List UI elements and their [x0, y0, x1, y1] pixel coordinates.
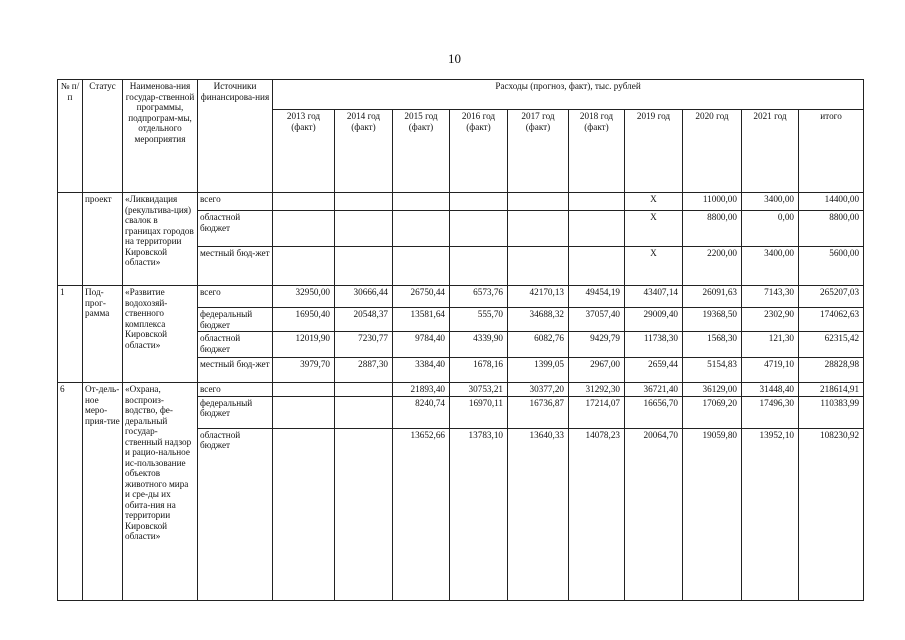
value-cell: 30377,20	[508, 383, 569, 397]
value-cell: 1399,05	[508, 358, 569, 383]
value-cell: 20548,37	[335, 308, 393, 332]
value-cell: 8800,00	[683, 211, 742, 247]
value-cell: 26091,63	[683, 286, 742, 308]
value-cell: 62315,42	[799, 332, 864, 358]
value-cell: 30666,44	[335, 286, 393, 308]
value-cell: 6573,76	[450, 286, 508, 308]
value-cell: 36129,00	[683, 383, 742, 397]
value-cell: 42170,13	[508, 286, 569, 308]
value-cell: 32950,00	[273, 286, 335, 308]
value-cell: 3400,00	[742, 193, 799, 211]
table-row	[58, 286, 864, 308]
value-cell: Х	[625, 211, 683, 247]
value-cell: Х	[625, 247, 683, 286]
value-cell: 16736,87	[508, 396, 569, 428]
value-cell: 9429,79	[569, 332, 625, 358]
value-cell: 31448,40	[742, 383, 799, 397]
value-cell	[335, 247, 393, 286]
value-cell: 37057,40	[569, 308, 625, 332]
value-cell: 16656,70	[625, 396, 683, 428]
value-cell	[393, 247, 450, 286]
value-cell: 13581,64	[393, 308, 450, 332]
header-year-7: 2020 год	[683, 110, 742, 193]
group-name: «Охрана, воспроиз-водство, фе-деральный государ-ственный надзор и рацио-нальное ис-пользование объектов животного мира и сре-ды их обита-ния на территории Кировской области»	[123, 383, 198, 601]
source-cell: местный бюд-жет	[198, 358, 273, 383]
value-cell: 13640,33	[508, 428, 569, 600]
group-name: «Ликвидация (рекультива-ция) свалок в границах городов на территории Кировской области»	[123, 193, 198, 286]
value-cell: 17214,07	[569, 396, 625, 428]
source-cell: областной бюджет	[198, 211, 273, 247]
value-cell: 19059,80	[683, 428, 742, 600]
value-cell: 6082,76	[508, 332, 569, 358]
value-cell: 16970,11	[450, 396, 508, 428]
value-cell: 30753,21	[450, 383, 508, 397]
header-year-9: итого	[799, 110, 864, 193]
value-cell: Х	[625, 193, 683, 211]
page-number: 10	[448, 51, 461, 66]
value-cell	[335, 428, 393, 600]
value-cell: 174062,63	[799, 308, 864, 332]
value-cell	[335, 383, 393, 397]
source-cell: местный бюд-жет	[198, 247, 273, 286]
value-cell	[450, 247, 508, 286]
value-cell	[569, 193, 625, 211]
value-cell	[393, 193, 450, 211]
value-cell	[273, 428, 335, 600]
value-cell: 121,30	[742, 332, 799, 358]
value-cell: 2967,00	[569, 358, 625, 383]
value-cell: 14078,23	[569, 428, 625, 600]
value-cell: 17496,30	[742, 396, 799, 428]
header-year-4: 2017 год (факт)	[508, 110, 569, 193]
value-cell	[569, 211, 625, 247]
value-cell: 218614,91	[799, 383, 864, 397]
header-year-5: 2018 год (факт)	[569, 110, 625, 193]
value-cell: 5600,00	[799, 247, 864, 286]
group-status: проект	[83, 193, 123, 286]
value-cell: 3384,40	[393, 358, 450, 383]
value-cell	[450, 193, 508, 211]
value-cell: 13952,10	[742, 428, 799, 600]
value-cell	[450, 211, 508, 247]
group-status: Под-прог-рамма	[83, 286, 123, 383]
value-cell: 31292,30	[569, 383, 625, 397]
value-cell: 555,70	[450, 308, 508, 332]
value-cell: 11738,30	[625, 332, 683, 358]
source-cell: всего	[198, 383, 273, 397]
value-cell: 2302,90	[742, 308, 799, 332]
group-num: 6	[58, 383, 83, 601]
value-cell: 34688,32	[508, 308, 569, 332]
header-year-1: 2014 год (факт)	[335, 110, 393, 193]
value-cell: 2659,44	[625, 358, 683, 383]
value-cell: 17069,20	[683, 396, 742, 428]
value-cell: 1568,30	[683, 332, 742, 358]
value-cell: 8800,00	[799, 211, 864, 247]
value-cell: 5154,83	[683, 358, 742, 383]
source-cell: всего	[198, 193, 273, 211]
source-cell: областной бюджет	[198, 428, 273, 600]
value-cell	[335, 211, 393, 247]
value-cell: 19368,50	[683, 308, 742, 332]
value-cell: 13652,66	[393, 428, 450, 600]
value-cell: 13783,10	[450, 428, 508, 600]
value-cell	[273, 396, 335, 428]
value-cell: 28828,98	[799, 358, 864, 383]
group-num: 1	[58, 286, 83, 383]
value-cell	[335, 396, 393, 428]
header-year-0: 2013 год (факт)	[273, 110, 335, 193]
table-row	[58, 193, 864, 211]
value-cell: 12019,90	[273, 332, 335, 358]
value-cell: 7143,30	[742, 286, 799, 308]
value-cell	[273, 247, 335, 286]
value-cell: 2887,30	[335, 358, 393, 383]
value-cell: 9784,40	[393, 332, 450, 358]
value-cell: 8240,74	[393, 396, 450, 428]
header-year-8: 2021 год	[742, 110, 799, 193]
value-cell: 49454,19	[569, 286, 625, 308]
value-cell	[508, 247, 569, 286]
header-status: Статус	[83, 80, 123, 193]
value-cell: 108230,92	[799, 428, 864, 600]
group-num	[58, 193, 83, 286]
value-cell	[273, 211, 335, 247]
value-cell	[273, 193, 335, 211]
source-cell: федеральный бюджет	[198, 396, 273, 428]
value-cell: 11000,00	[683, 193, 742, 211]
header-year-3: 2016 год (факт)	[450, 110, 508, 193]
value-cell: 29009,40	[625, 308, 683, 332]
value-cell: 0,00	[742, 211, 799, 247]
source-cell: всего	[198, 286, 273, 308]
value-cell: 43407,14	[625, 286, 683, 308]
value-cell: 20064,70	[625, 428, 683, 600]
value-cell: 3979,70	[273, 358, 335, 383]
value-cell: 21893,40	[393, 383, 450, 397]
value-cell: 3400,00	[742, 247, 799, 286]
budget-table	[57, 79, 864, 601]
value-cell: 7230,77	[335, 332, 393, 358]
header-year-6: 2019 год	[625, 110, 683, 193]
header-sources: Источники финансирова-ния	[198, 80, 273, 193]
source-cell: федеральный бюджет	[198, 308, 273, 332]
value-cell: 26750,44	[393, 286, 450, 308]
value-cell	[273, 383, 335, 397]
group-name: «Развитие водохозяй-ственного комплекса Кировской области»	[123, 286, 198, 383]
header-num: № п/п	[58, 80, 83, 193]
value-cell: 16950,40	[273, 308, 335, 332]
value-cell	[393, 211, 450, 247]
header-name: Наименова-ния государ-ственной программы, подпрограм-мы, отдельного мероприятия	[123, 80, 198, 193]
value-cell	[335, 193, 393, 211]
value-cell: 265207,03	[799, 286, 864, 308]
value-cell: 36721,40	[625, 383, 683, 397]
value-cell	[508, 211, 569, 247]
value-cell: 110383,99	[799, 396, 864, 428]
value-cell: 2200,00	[683, 247, 742, 286]
value-cell: 4719,10	[742, 358, 799, 383]
value-cell: 4339,90	[450, 332, 508, 358]
value-cell	[508, 193, 569, 211]
header-year-2: 2015 год (факт)	[393, 110, 450, 193]
group-status: От-дель-ное меро-прия-тие	[83, 383, 123, 601]
value-cell	[569, 247, 625, 286]
value-cell: 14400,00	[799, 193, 864, 211]
value-cell: 1678,16	[450, 358, 508, 383]
header-expenses: Расходы (прогноз, факт), тыс. рублей	[273, 80, 864, 110]
source-cell: областной бюджет	[198, 332, 273, 358]
table-row	[58, 383, 864, 397]
